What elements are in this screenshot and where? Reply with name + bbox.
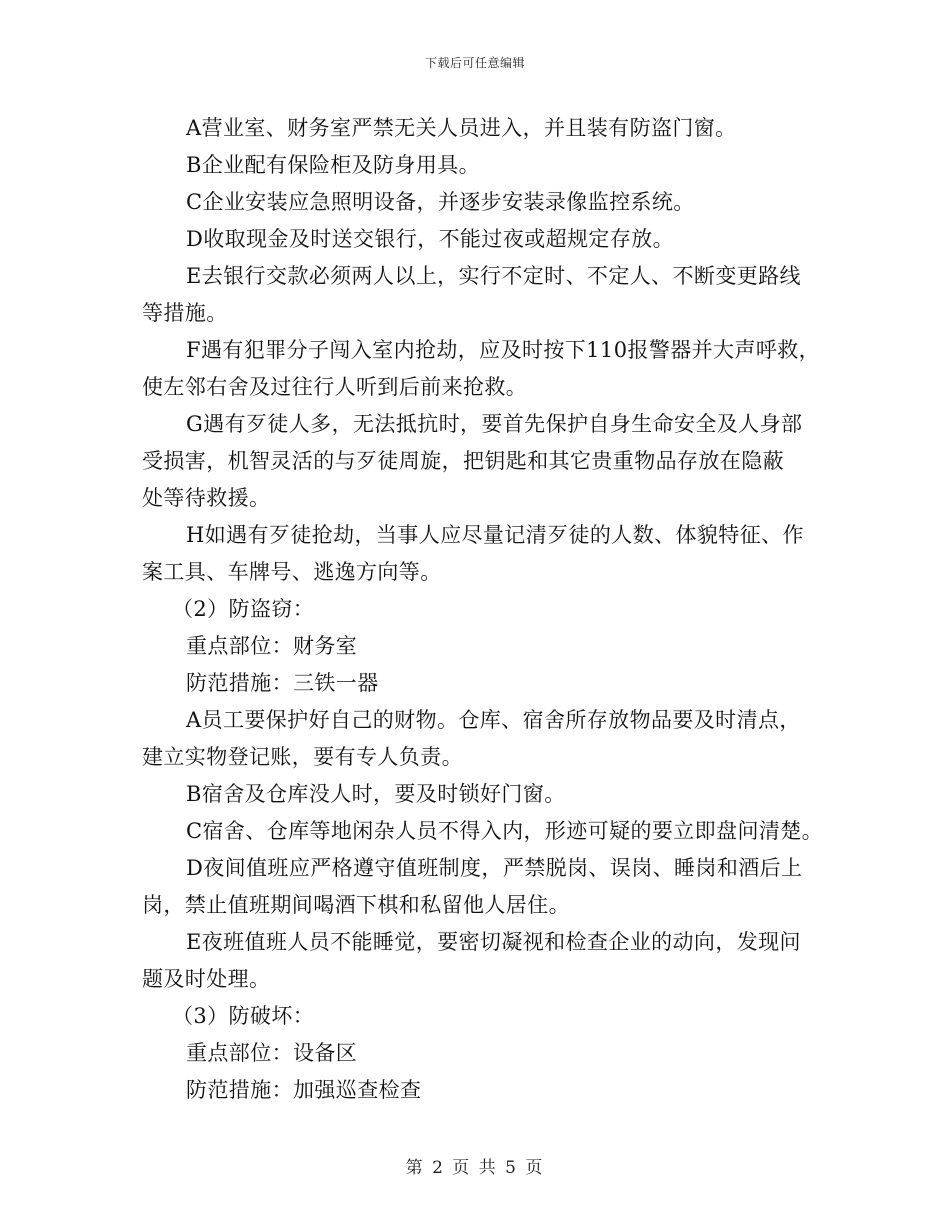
paragraph-line: D夜间值班应严格遵守值班制度，严禁脱岗、误岗、睡岗和酒后上 <box>186 856 803 880</box>
page-number-footer: 第 2 页 共 5 页 <box>405 1158 545 1178</box>
paragraph-line: D收取现金及时送交银行，不能过夜或超规定存放。 <box>186 227 675 251</box>
paragraph-line: 题及时处理。 <box>142 967 271 991</box>
paragraph-line: E去银行交款必须两人以上，实行不定时、不定人、不断变更路线 <box>186 264 801 288</box>
paragraph-line: 建立实物登记账，要有专人负责。 <box>142 745 463 769</box>
paragraph-line: C宿舍、仓库等地闲杂人员不得入内，形迹可疑的要立即盘问清楚。 <box>186 819 824 843</box>
paragraph-line: G遇有歹徒人多，无法抵抗时，要首先保护自身生命安全及人身部 <box>186 412 803 436</box>
paragraph-line: 受损害，机智灵活的与歹徒周旋，把钥匙和其它贵重物品存放在隐蔽 <box>142 449 784 473</box>
paragraph-line: E夜班值班人员不能睡觉，要密切凝视和检查企业的动向，发现问 <box>186 930 801 954</box>
section-heading: （2）防盗窃： <box>172 597 315 621</box>
paragraph-line: H如遇有歹徒抢劫，当事人应尽量记清歹徒的人数、体貌特征、作 <box>186 523 804 547</box>
paragraph-line: A员工要保护好自己的财物。仓库、宿舍所存放物品要及时清点， <box>186 708 801 732</box>
page-header: 下载后可任意编辑 <box>424 56 525 70</box>
paragraph-line: 等措施。 <box>142 301 228 325</box>
paragraph-line: 案工具、车牌号、逃逸方向等。 <box>142 560 442 584</box>
document-body <box>142 110 824 1109</box>
paragraph-line: 重点部位：财务室 <box>186 634 358 658</box>
paragraph-line: C企业安装应急照明设备，并逐步安装录像监控系统。 <box>186 190 695 214</box>
paragraph-line: 重点部位：设备区 <box>186 1041 358 1065</box>
paragraph-line: 处等待救援。 <box>142 486 271 510</box>
paragraph-line: B宿舍及仓库没人时，要及时锁好门窗。 <box>186 782 566 806</box>
paragraph-line: B企业配有保险柜及防身用具。 <box>186 153 481 177</box>
section-heading: （3）防破坏： <box>172 1004 315 1028</box>
paragraph-line: A营业室、财务室严禁无关人员进入，并且装有防盗门窗。 <box>186 116 737 140</box>
paragraph-line: 防范措施：三铁一器 <box>186 671 379 695</box>
paragraph-line: 防范措施：加强巡查检查 <box>186 1078 422 1102</box>
paragraph-line: 岗，禁止值班期间喝酒下棋和私留他人居住。 <box>142 893 570 917</box>
paragraph-line: F遇有犯罪分子闯入室内抢劫，应及时按下110报警器并大声呼救， <box>186 338 821 362</box>
paragraph-line: 使左邻右舍及过往行人听到后前来抢救。 <box>142 375 528 399</box>
